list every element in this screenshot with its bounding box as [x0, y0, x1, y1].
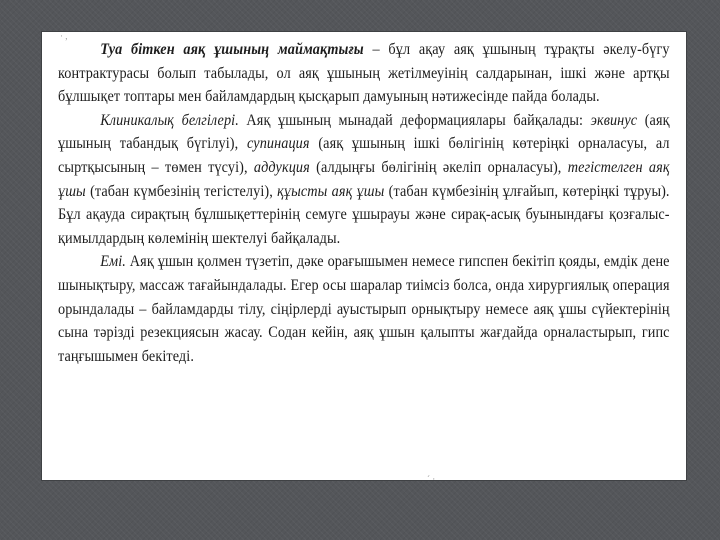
clinical-signs-heading: Клиникалық белгілері.	[100, 110, 239, 129]
clinical-text-2: (аяқ ұшының табандық бүгілуі),	[58, 110, 670, 153]
term-hollow-foot: құысты аяқ ұшы	[277, 181, 385, 200]
scan-artifact-bottom: ´ ·	[427, 474, 436, 480]
term-equinus: эквинус	[590, 110, 638, 129]
definition-text: – бұл ақау аяқ ұшының тұрақты әкелу-бүгу контрактурасы болып табылады, ол аяқ ұшының жетілмеуінің салдарынан, ішкі және артқы бұлшықет топтары мен байламдардың қысқарып дамуының нәтижесінде пайда болады.	[58, 40, 670, 106]
term-supination: супинация	[246, 134, 310, 153]
clinical-text-1: Аяқ ұшының мынадай деформациялары байқалады:	[238, 110, 591, 129]
paragraph-clinical-signs	[58, 109, 670, 251]
term-flat-foot: тегістелген аяқ ұшы	[58, 157, 670, 200]
paragraph-treatment	[58, 250, 670, 368]
paragraph-definition	[58, 38, 670, 109]
clinical-text-4: (алдыңғы бөлігінің әкеліп орналасуы),	[309, 157, 568, 176]
term-adduction: аддукция	[253, 157, 310, 176]
term-congenital-clubfoot: Туа біткен аяқ ұшының маймақтығы	[100, 40, 364, 58]
scan-artifact-top: · ,	[60, 32, 68, 41]
treatment-text: Аяқ ұшын қолмен түзетіп, дәке орағышымен немесе гипспен бекітіп қояды, емдік дене шынықтыру, массаж тағайындалады. Егер осы шаралар тиімсіз болса, онда хирургиялық операция орындалады – байламдарды тілу, сіңірлерді ауыстырып орнықтыру немесе аяқ ұшы сүйектерінің сына тәрізді резекциясын жасау. Содан кейін, аяқ ұшын қалыпты жағдайда орналастырып, гипс таңғышымен бекітеді.	[58, 252, 670, 365]
document-slide	[42, 32, 686, 480]
scanned-text-body	[58, 38, 670, 368]
clinical-text-3: (аяқ ұшының ішкі бөлігінің көтеріңкі орналасуы, ал сыртқысының – төмен түсуі),	[58, 134, 670, 176]
clinical-text-5: (табан күмбезінің тегістелуі),	[85, 181, 278, 200]
treatment-heading: Емі.	[100, 252, 126, 271]
clinical-text-6: (табан күмбезінің ұлғайып, көтеріңкі тұруы). Бұл ақауда сирақтың бұлшықеттерінің семуге ұшырауы және сирақ-асық буынындағы қозғалыс-қимылдардың көлемінің шектелуі байқалады.	[58, 181, 670, 247]
